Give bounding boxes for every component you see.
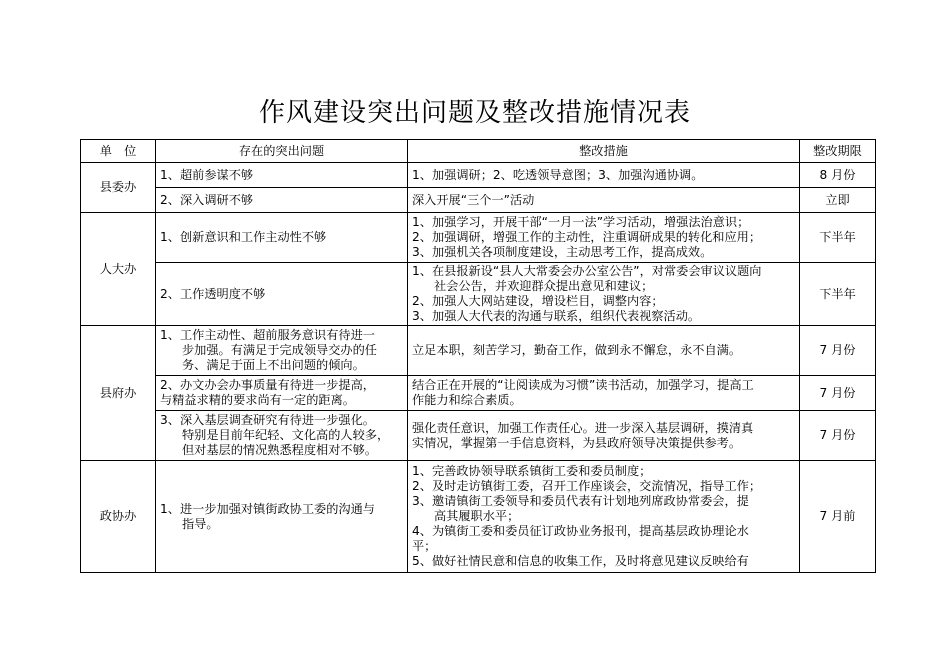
measures-cell: 1、完善政协领导联系镇街工委和委员制度； 2、及时走访镇街工委，召开工作座谈会，交流情况，指导工作； 3、邀请镇街工委领导和委员代表有计划地列席政协常委会，提 高其履职水平； 4、为镇街工委和委员征订政协业务报刊，提高基层政协理论水 平； 5、做好社情民意和信息的收集工作，及时将意见建议反映给有 <box>408 461 800 573</box>
period-cell: 7 月份 <box>800 376 876 411</box>
measures-cell: 1、加强学习，开展干部“一月一法”学习活动，增强法治意识； 2、加强调研，增强工作的主动性，注重调研成果的转化和应用； 3、加强机关各项制度建设，主动思考工作，提高成效。 <box>408 213 800 263</box>
table-header-row <box>81 140 876 163</box>
header-issue: 存在的突出问题 <box>156 140 408 163</box>
period-cell: 8 月份 <box>800 163 876 188</box>
header-period: 整改期限 <box>800 140 876 163</box>
document-title: 作风建设突出问题及整改措施情况表 <box>258 98 691 128</box>
period-cell: 7 月份 <box>800 411 876 461</box>
issue-cell: 1、创新意识和工作主动性不够 <box>156 213 408 263</box>
header-unit: 单 位 <box>81 140 156 163</box>
issue-cell: 2、办文办会办事质量有待进一步提高， 与精益求精的要求尚有一定的距离。 <box>156 376 408 411</box>
rectification-table <box>80 139 876 573</box>
issue-cell: 2、工作透明度不够 <box>156 263 408 326</box>
unit-cell: 人大办 <box>81 213 156 326</box>
table-row <box>81 326 876 376</box>
table-row <box>81 188 876 213</box>
unit-cell: 县府办 <box>81 326 156 461</box>
issue-cell: 1、进一步加强对镇街政协工委的沟通与 指导。 <box>156 461 408 573</box>
issue-cell: 2、深入调研不够 <box>156 188 408 213</box>
table-row <box>81 461 876 573</box>
measures-cell: 立足本职，刻苦学习，勤奋工作，做到永不懈怠，永不自满。 <box>408 326 800 376</box>
issue-cell: 1、超前参谋不够 <box>156 163 408 188</box>
unit-cell: 政协办 <box>81 461 156 573</box>
table-row <box>81 263 876 326</box>
unit-cell: 县委办 <box>81 163 156 213</box>
period-cell: 下半年 <box>800 213 876 263</box>
period-cell: 7 月份 <box>800 326 876 376</box>
table-row <box>81 163 876 188</box>
period-cell: 立即 <box>800 188 876 213</box>
issue-cell: 1、工作主动性、超前服务意识有待进一 步加强。有满足于完成领导交办的任 务、满足于面上不出问题的倾向。 <box>156 326 408 376</box>
measures-cell: 1、在县报新设“县人大常委会办公室公告”，对常委会审议议题向 社会公告，并欢迎群众提出意见和建议； 2、加强人大网站建设，增设栏目，调整内容； 3、加强人大代表的沟通与联系，组织代表视察活动。 <box>408 263 800 326</box>
table-row <box>81 411 876 461</box>
measures-cell: 结合正在开展的“让阅读成为习惯”读书活动，加强学习，提高工 作能力和综合素质。 <box>408 376 800 411</box>
period-cell: 下半年 <box>800 263 876 326</box>
measures-cell: 1、加强调研；2、吃透领导意图；3、加强沟通协调。 <box>408 163 800 188</box>
table-row <box>81 376 876 411</box>
table-row <box>81 213 876 263</box>
issue-cell: 3、深入基层调查研究有待进一步强化。 特别是目前年纪轻、文化高的人较多， 但对基层的情况熟悉程度相对不够。 <box>156 411 408 461</box>
measures-cell: 深入开展“三个一”活动 <box>408 188 800 213</box>
period-cell: 7 月前 <box>800 461 876 573</box>
measures-cell: 强化责任意识，加强工作责任心。进一步深入基层调研，摸清真 实情况，掌握第一手信息资料，为县政府领导决策提供参考。 <box>408 411 800 461</box>
header-measures: 整改措施 <box>408 140 800 163</box>
